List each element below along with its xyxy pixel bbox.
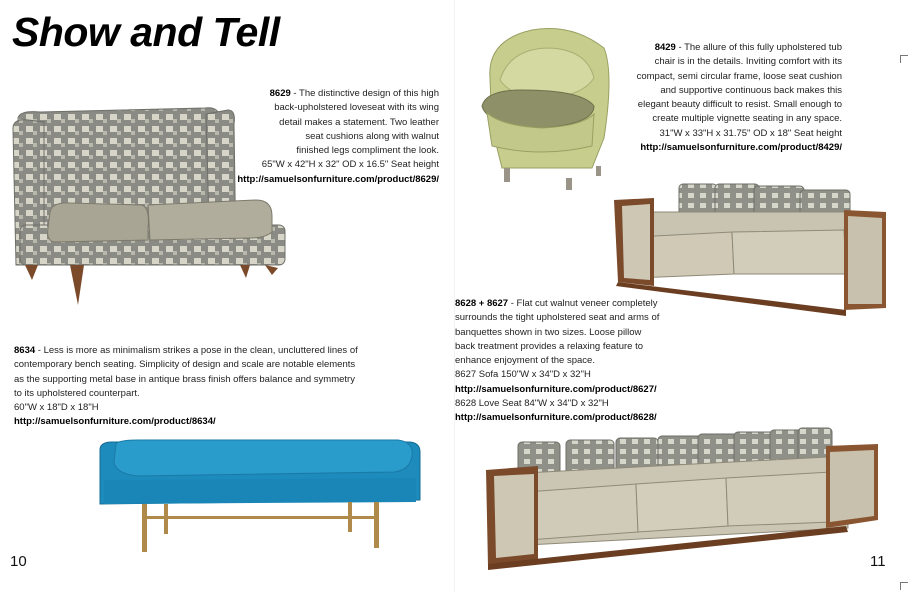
product-code-8629: 8629 [269, 88, 291, 99]
bench-8634-image [98, 440, 423, 555]
product-code-8628-8627: 8628 + 8627 [455, 298, 509, 309]
link-8429[interactable]: http://samuelsonfurniture.com/product/8429/ [640, 142, 842, 154]
page-title: Show and Tell [12, 9, 280, 55]
description-8628-8627: 8628 + 8627 - Flat cut walnut veneer completely surrounds the tight upholstered seat and arms of banquettes shown in two sizes. Loose pillow back treatment provides a relaxing feature to enhance enjoyment of the space. 8627 Sofa 150"W x 34"D x 32"H http://samuelsonfurniture.com/product/8627/ 8628 Love Seat 84"W x 34"D x 32"H http://samuelsonfurniture.com/product/8628/ [455, 297, 685, 426]
dims-8634: 60"W x 18"D x 18"H [14, 402, 99, 414]
crop-mark-top-right [900, 55, 908, 63]
dims-8627: 8627 Sofa 150"W x 34"D x 32"H [455, 369, 591, 381]
product-code-8429: 8429 [654, 42, 676, 53]
link-8627[interactable]: http://samuelsonfurniture.com/product/8627/ [455, 383, 657, 395]
dims-8629: 65"W x 42"H x 32" OD x 16.5" Seat height [261, 159, 439, 171]
dims-8628: 8628 Love Seat 84"W x 34"D x 32"H [455, 398, 609, 410]
page-number-left: 10 [10, 553, 27, 570]
product-code-8634: 8634 [14, 345, 36, 356]
description-8429: 8429 - The allure of this fully upholstered tub chair is in the details. Inviting comfort with its compact, semi circular frame, loose seat cushion and supportive continuous back makes this elegant beauty difficult to resist. Small enough to create multiple vignette seating in any space. 31"W x 33"H x 31.75" OD x 18" Seat height http://samuelsonfurniture.com/product/8429/ [582, 41, 842, 155]
crop-mark-bottom-right [900, 582, 908, 590]
page-number-right: 11 [870, 553, 886, 570]
page-spread-divider [454, 0, 455, 592]
link-8628[interactable]: http://samuelsonfurniture.com/product/8628/ [455, 412, 657, 424]
sofa-8627-image [486, 428, 881, 570]
link-8629[interactable]: http://samuelsonfurniture.com/product/8629/ [237, 173, 439, 185]
dims-8429: 31"W x 33"H x 31.75" OD x 18" Seat height [659, 127, 842, 139]
description-8634: 8634 - Less is more as minimalism strikes a pose in the clean, uncluttered lines of contemporary bench seating. Simplicity of design and scale are notable elements as the supporting metal base in antique brass finish offers balance and symmetry to its upholstered counterpart. 60"W x 18"D x 18"H http://samuelsonfurniture.com/product/8634/ [14, 344, 374, 430]
description-8629: 8629 - The distinctive design of this high back-upholstered loveseat with its wing detail makes a statement. Two leather seat cushions along with walnut finished legs compliment the look. 65"W x 42"H x 32" OD x 16.5" Seat height http://samuelsonfurniture.com/product/8629/ [209, 87, 439, 187]
link-8634[interactable]: http://samuelsonfurniture.com/product/8634/ [14, 416, 216, 428]
